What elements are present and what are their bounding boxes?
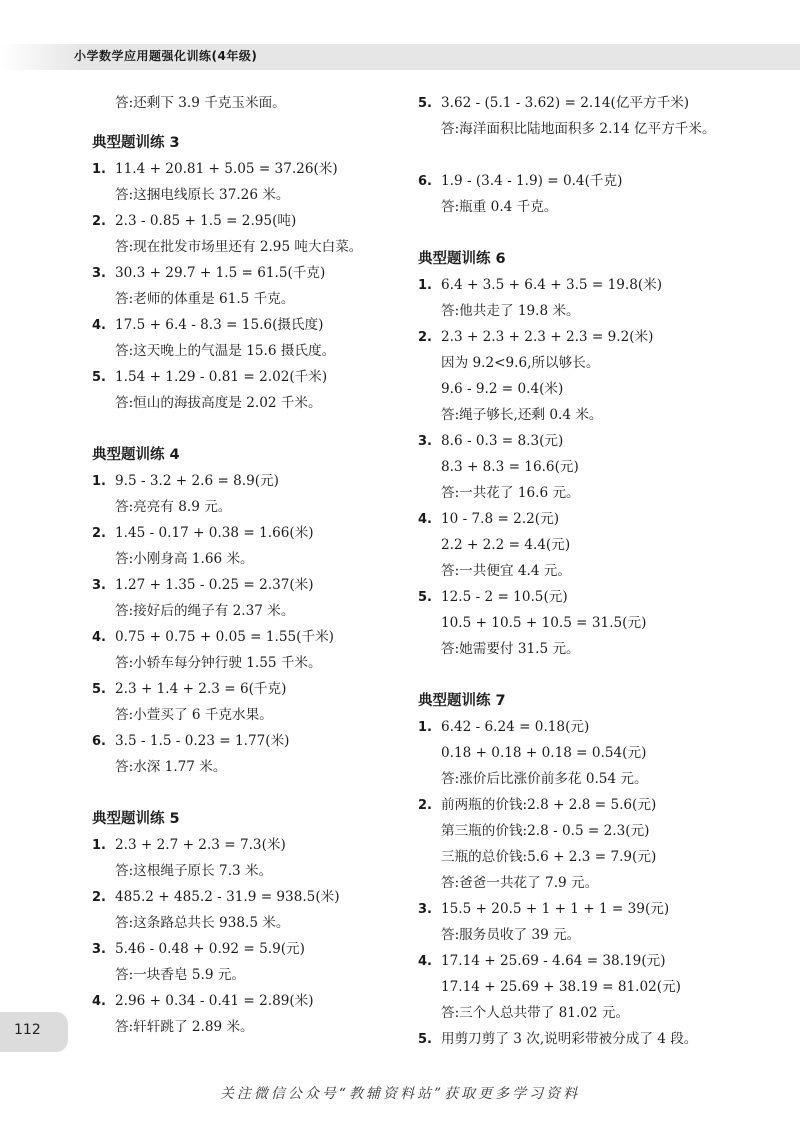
equation: 2.96 + 0.34 - 0.41 = 2.89(米) <box>115 993 314 1009</box>
equation: 30.3 + 29.7 + 1.5 = 61.5(千克) <box>115 265 326 281</box>
equation: 2.3 - 0.85 + 1.5 = 2.95(吨) <box>115 213 297 229</box>
answer-line: 答:恒山的海拔高度是 2.02 千米。 <box>115 395 322 411</box>
problem-line <box>418 272 748 298</box>
solution-line: 9.6 - 9.2 = 0.4(米) <box>441 381 564 397</box>
problem-line <box>418 428 748 454</box>
answer-line: 答:水深 1.77 米。 <box>115 759 227 775</box>
problem-number: 3. <box>92 266 106 281</box>
footer-note: 关注微信公众号“教辅资料站”获取更多学习资料 <box>219 1086 581 1102</box>
answer-line: 答:亮亮有 8.9 元。 <box>115 499 232 515</box>
answer-line: 答:这根绳子原长 7.3 米。 <box>115 863 273 879</box>
problem-number: 1. <box>418 720 432 735</box>
problem-number: 1. <box>92 474 106 489</box>
problem-line <box>92 156 397 182</box>
problem-line <box>92 884 397 910</box>
solution-line: 三瓶的总价钱:5.6 + 2.3 = 7.9(元) <box>441 849 657 865</box>
equation: 2.3 + 2.3 + 2.3 + 2.3 = 9.2(米) <box>441 329 654 345</box>
answer-line: 答:涨价后比涨价前多花 0.54 元。 <box>441 771 648 787</box>
equation: 17.14 + 25.69 - 4.64 = 38.19(元) <box>441 953 666 969</box>
answer-line: 答:海洋面积比陆地面积多 2.14 亿平方千米。 <box>441 121 716 137</box>
problem-number: 2. <box>92 526 106 541</box>
problem-number: 5. <box>92 682 106 697</box>
solution-line: 0.18 + 0.18 + 0.18 = 0.54(元) <box>441 745 647 761</box>
problem-number: 1. <box>92 838 106 853</box>
problem-number: 5. <box>418 1032 432 1047</box>
equation: 11.4 + 20.81 + 5.05 = 37.26(米) <box>115 161 338 177</box>
problem-number: 2. <box>92 890 106 905</box>
equation: 前两瓶的价钱:2.8 + 2.8 = 5.6(元) <box>441 797 657 813</box>
answer-line: 答:还剩下 3.9 千克玉米面。 <box>115 95 286 111</box>
right-column <box>418 90 748 1052</box>
equation: 485.2 + 485.2 - 31.9 = 938.5(米) <box>115 889 340 905</box>
equation: 12.5 - 2 = 10.5(元) <box>441 589 568 605</box>
answer-line: 答:这捆电线原长 37.26 米。 <box>115 187 290 203</box>
problem-line <box>92 936 397 962</box>
equation: 1.45 - 0.17 + 0.38 = 1.66(米) <box>115 525 314 541</box>
solution-line: 17.14 + 25.69 + 38.19 = 81.02(元) <box>441 979 681 995</box>
problem-line <box>92 312 397 338</box>
problem-number: 6. <box>92 734 106 749</box>
problem-line <box>92 728 397 754</box>
answer-line: 答:一共花了 16.6 元。 <box>441 485 580 501</box>
equation: 1.54 + 1.29 - 0.81 = 2.02(千米) <box>115 369 328 385</box>
answer-line: 答:服务员收了 39 元。 <box>441 927 581 943</box>
answer-line: 答:接好后的绳子有 2.37 米。 <box>115 603 295 619</box>
equation: 0.75 + 0.75 + 0.05 = 1.55(千米) <box>115 629 334 645</box>
problem-number: 4. <box>92 318 106 333</box>
answer-line: 答:小萱买了 6 千克水果。 <box>115 707 273 723</box>
problem-line <box>92 520 397 546</box>
equation: 3.5 - 1.5 - 0.23 = 1.77(米) <box>115 733 290 749</box>
equation: 9.5 - 3.2 + 2.6 = 8.9(元) <box>115 473 279 489</box>
section-title: 典型题训练 6 <box>418 251 506 267</box>
problem-line <box>418 714 748 740</box>
equation: 用剪刀剪了 3 次,说明彩带被分成了 4 段。 <box>441 1031 698 1047</box>
problem-number: 4. <box>92 630 106 645</box>
problem-number: 3. <box>418 434 432 449</box>
problem-line <box>92 832 397 858</box>
problem-number: 2. <box>418 330 432 345</box>
problem-line <box>418 1026 748 1052</box>
answer-line: 答:绳子够长,还剩 0.4 米。 <box>441 407 603 423</box>
problem-number: 4. <box>418 512 432 527</box>
problem-number: 1. <box>418 278 432 293</box>
problem-line <box>92 624 397 650</box>
problem-number: 3. <box>418 902 432 917</box>
problem-number: 4. <box>418 954 432 969</box>
problem-line <box>418 584 748 610</box>
problem-line <box>92 260 397 286</box>
problem-line <box>92 676 397 702</box>
answer-line: 答:老师的体重是 61.5 千克。 <box>115 291 295 307</box>
solution-line: 第三瓶的价钱:2.8 - 0.5 = 2.3(元) <box>441 823 650 839</box>
section-title: 典型题训练 5 <box>92 811 180 827</box>
problem-line <box>92 364 397 390</box>
answer-line: 答:爸爸一共花了 7.9 元。 <box>441 875 599 891</box>
answer-line: 答:小刚身高 1.66 米。 <box>115 551 254 567</box>
answer-line: 答:瓶重 0.4 千克。 <box>441 199 558 215</box>
solution-line: 因为 9.2<9.6,所以够长。 <box>441 355 600 371</box>
equation: 17.5 + 6.4 - 8.3 = 15.6(摄氏度) <box>115 317 324 333</box>
section-title: 典型题训练 3 <box>92 135 180 151</box>
problem-number: 2. <box>418 798 432 813</box>
equation: 1.27 + 1.35 - 0.25 = 2.37(米) <box>115 577 314 593</box>
section-title: 典型题训练 4 <box>92 447 180 463</box>
problem-line <box>418 168 748 194</box>
problem-line <box>418 90 748 116</box>
problem-line <box>92 468 397 494</box>
answer-line: 答:这天晚上的气温是 15.6 摄氏度。 <box>115 343 336 359</box>
solution-line: 2.2 + 2.2 = 4.4(元) <box>441 537 571 553</box>
equation: 1.9 - (3.4 - 1.9) = 0.4(千克) <box>441 173 623 189</box>
problem-line <box>92 572 397 598</box>
page-number: 112 <box>14 1022 41 1038</box>
problem-line <box>418 896 748 922</box>
problem-line <box>418 948 748 974</box>
equation: 8.6 - 0.3 = 8.3(元) <box>441 433 564 449</box>
problem-number: 1. <box>92 162 106 177</box>
solution-line: 10.5 + 10.5 + 10.5 = 31.5(元) <box>441 615 647 631</box>
answer-line: 答:一块香皂 5.9 元。 <box>115 967 245 983</box>
problem-line <box>418 506 748 532</box>
problem-number: 5. <box>418 96 432 111</box>
problem-number: 5. <box>92 370 106 385</box>
problem-number: 3. <box>92 578 106 593</box>
problem-number: 2. <box>92 214 106 229</box>
equation: 2.3 + 1.4 + 2.3 = 6(千克) <box>115 681 287 697</box>
problem-line <box>92 988 397 1014</box>
section-title: 典型题训练 7 <box>418 693 506 709</box>
equation: 3.62 - (5.1 - 3.62) = 2.14(亿平方千米) <box>441 95 690 111</box>
problem-number: 5. <box>418 590 432 605</box>
equation: 15.5 + 20.5 + 1 + 1 + 1 = 39(元) <box>441 901 670 917</box>
answer-line: 答:他共走了 19.8 米。 <box>441 303 580 319</box>
answer-line: 答:这条路总共长 938.5 米。 <box>115 915 290 931</box>
problem-number: 6. <box>418 174 432 189</box>
problem-number: 4. <box>92 994 106 1009</box>
equation: 2.3 + 2.7 + 2.3 = 7.3(米) <box>115 837 286 853</box>
book-title: 小学数学应用题强化训练(4年级) <box>74 49 258 63</box>
problem-line <box>418 792 748 818</box>
left-column <box>92 90 397 1040</box>
equation: 6.4 + 3.5 + 6.4 + 3.5 = 19.8(米) <box>441 277 663 293</box>
problem-line <box>418 324 748 350</box>
answer-line: 答:她需要付 31.5 元。 <box>441 641 580 657</box>
solution-line: 8.3 + 8.3 = 16.6(元) <box>441 459 579 475</box>
answer-line: 答:小轿车每分钟行驶 1.55 千米。 <box>115 655 322 671</box>
equation: 10 - 7.8 = 2.2(元) <box>441 511 560 527</box>
equation: 6.42 - 6.24 = 0.18(元) <box>441 719 590 735</box>
problem-number: 3. <box>92 942 106 957</box>
equation: 5.46 - 0.48 + 0.92 = 5.9(元) <box>115 941 305 957</box>
answer-line: 答:一共便宜 4.4 元。 <box>441 563 571 579</box>
answer-line: 答:三个人总共带了 81.02 元。 <box>441 1005 630 1021</box>
answer-line: 答:轩轩跳了 2.89 米。 <box>115 1019 254 1035</box>
problem-line <box>92 208 397 234</box>
answer-line: 答:现在批发市场里还有 2.95 吨大白菜。 <box>115 239 363 255</box>
